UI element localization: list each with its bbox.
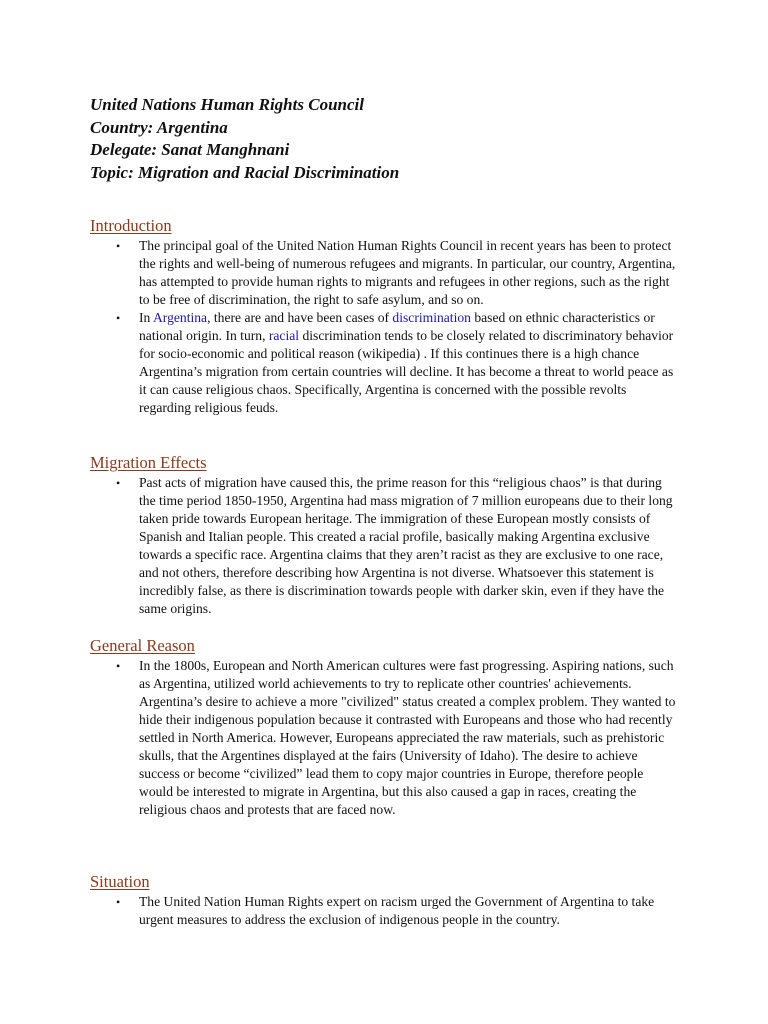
link-argentina[interactable]: Argentina bbox=[152, 310, 208, 325]
bullet-text-part: , there are and have been cases of bbox=[207, 310, 393, 325]
header-delegate: Delegate: Sanat Manghnani bbox=[90, 140, 290, 159]
header-country: Country: Argentina bbox=[90, 117, 228, 137]
list-migration-effects bbox=[90, 474, 680, 618]
list-item bbox=[90, 893, 680, 929]
link-racial[interactable]: racial bbox=[268, 328, 300, 343]
bullet-icon: • bbox=[116, 895, 121, 909]
list-item bbox=[90, 474, 680, 618]
document-header bbox=[90, 94, 399, 184]
bullet-icon: • bbox=[116, 476, 121, 490]
bullet-icon: • bbox=[116, 659, 121, 673]
header-council: United Nations Human Rights Council bbox=[90, 95, 364, 114]
bullet-text: In the 1800s, European and North American cultures were fast progressing. Aspiring nations, such as Argentina, utilized world achievements to try to replicate other countries' achievements. Argentina’s desire to achieve a more "civilized" status created a complex problem. They wanted to hide their indigenous population because it contrasted with Europeans and those who had recently settled in North America. However, Europeans appreciated the raw materials, such as prehistoric skulls, that the Argentines displayed at the fairs (University of Idaho). The desire to achieve success or become “civilized” lead them to copy major countries in Europe, therefore people would be interested to migrate in Argentina, but this also caused a gap in races, creating the religious chaos and protests that are faced now. bbox=[139, 658, 676, 817]
bullet-icon: • bbox=[116, 239, 121, 253]
list-situation bbox=[90, 893, 680, 929]
bullet-text-part: discrimination tends to be closely related to discriminatory behavior for socio-economic and political reason (wikipedia) . If this continues there is a high chance Argentina’s migration from certain countries will decline. It has become a threat to world peace as it can cause religious chaos. Specifically, Argentina is concerned with the possible revolts regarding religious feuds. bbox=[139, 328, 674, 415]
bullet-text-part: In bbox=[139, 310, 153, 325]
bullet-text: The principal goal of the United Nation Human Rights Council in recent years has been to protect the rights and well-being of numerous refugees and migrants. In particular, our country, Argentina, has attempted to provide human rights to migrants and refugees in other regions, such as the right to be free of discrimination, the right to safe asylum, and so on. bbox=[139, 238, 676, 307]
list-item bbox=[90, 237, 680, 309]
link-discrimination[interactable]: discrimination bbox=[392, 310, 471, 325]
list-item bbox=[90, 309, 680, 417]
heading-situation: Situation bbox=[90, 872, 150, 891]
list-item bbox=[90, 657, 680, 819]
list-introduction bbox=[90, 237, 680, 417]
bullet-text-part: based on ethnic characteristics or national origin. In turn, bbox=[139, 310, 655, 343]
bullet-text: The United Nation Human Rights expert on racism urged the Government of Argentina to take urgent measures to address the exclusion of indigenous people in the country. bbox=[139, 894, 655, 927]
bullet-text: Past acts of migration have caused this, the prime reason for this “religious chaos” is that during the time period 1850-1950, Argentina had mass migration of 7 million europeans due to their long taken pride towards European heritage. The immigration of these European mostly consists of Spanish and Italian people. This created a racial profile, basically making Argentina exclusive towards a specific race. Argentina claims that they aren’t racist as they are exclusive to one race, and not others, therefore describing how Argentina is not diverse. Whatsoever this statement is incredibly false, as there is discrimination towards people with darker skin, even if they have the same origins. bbox=[139, 475, 673, 616]
list-general-reason bbox=[90, 657, 680, 819]
header-topic: Topic: Migration and Racial Discrimination bbox=[90, 162, 400, 182]
heading-general-reason: General Reason bbox=[90, 636, 195, 655]
heading-introduction: Introduction bbox=[90, 216, 172, 235]
bullet-icon: • bbox=[116, 311, 121, 325]
heading-migration-effects: Migration Effects bbox=[90, 453, 207, 472]
